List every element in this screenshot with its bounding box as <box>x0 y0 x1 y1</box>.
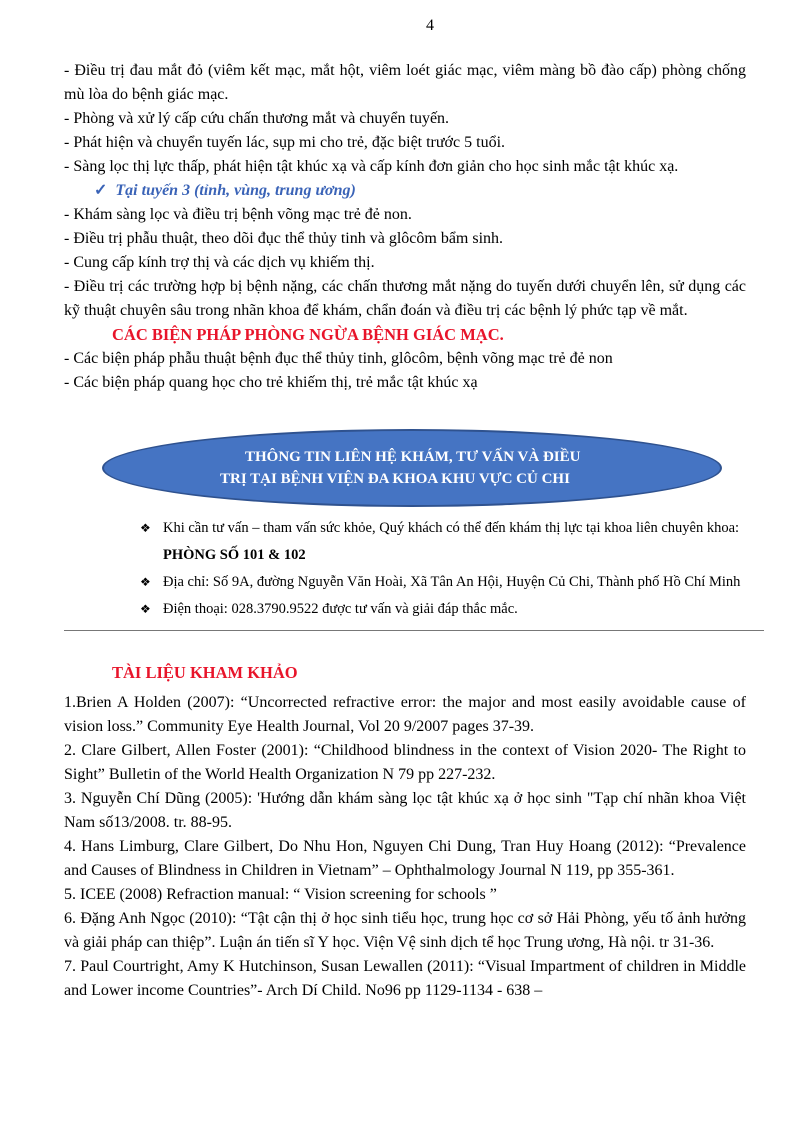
reference-item: 5. ICEE (2008) Refraction manual: “ Vision screening for schools ” <box>64 886 497 903</box>
contact-phone <box>140 596 746 623</box>
tier3-heading <box>94 179 746 203</box>
references-heading: TÀI LIỆU KHAM KHẢO <box>112 663 298 682</box>
tier3-item: - Điều trị phẫu thuật, theo dõi đục thể thủy tinh và glôcôm bẩm sinh. <box>64 230 504 247</box>
treatment-item: - Điều trị đau mắt đỏ (viêm kết mạc, mắt hột, viêm loét giác mạc, viêm màng bồ đào cấp) phòng chống mù lòa do bệnh giác mạc. <box>64 62 746 103</box>
diamond-bullet-icon: ❖ <box>140 602 151 616</box>
tier3-item: - Điều trị các trường hợp bị bệnh nặng, các chấn thương mắt nặng do tuyến dưới chuyển lên, sử dụng các kỹ thuật chuyên sâu trong nhãn khoa để khám, chẩn đoán và điều trị các bệnh lý phức tạp về mắt. <box>64 278 746 319</box>
checkmark-icon: ✓ <box>94 182 108 199</box>
tier3-list <box>64 203 746 323</box>
references-list <box>64 691 746 1003</box>
reference-item: 2. Clare Gilbert, Allen Foster (2001): “Childhood blindness in the context of Vision 2020- The Right to Sight” Bulletin of the World Health Organization N 79 pp 227-232. <box>64 742 746 783</box>
document-body <box>64 59 746 1003</box>
prevention-item: - Các biện pháp quang học cho trẻ khiếm thị, trẻ mắc tật khúc xạ <box>64 374 478 391</box>
banner-text <box>102 446 722 490</box>
room-number: PHÒNG SỐ 101 & 102 <box>163 547 306 563</box>
treatment-list <box>64 59 746 179</box>
address-text: Địa chỉ: Số 9A, đường Nguyễn Văn Hoài, Xã Tân An Hội, Huyện Củ Chi, Thành phố Hồ Chí Minh <box>163 574 741 590</box>
tier3-item: - Cung cấp kính trợ thị và các dịch vụ khiếm thị. <box>64 254 375 271</box>
diamond-bullet-icon: ❖ <box>140 521 151 535</box>
contact-consult <box>140 515 746 569</box>
reference-item: 1.Brien A Holden (2007): “Uncorrected refractive error: the major and most easily avoidable cause of vision loss.” Community Eye Health Journal, Vol 20 9/2007 pages 37-39. <box>64 694 746 735</box>
diamond-bullet-icon: ❖ <box>140 575 151 589</box>
banner-line-1: THÔNG TIN LIÊN HỆ KHÁM, TƯ VẤN VÀ ĐIỀU <box>245 449 581 465</box>
treatment-item: - Sàng lọc thị lực thấp, phát hiện tật khúc xạ và cấp kính đơn giản cho học sinh mắc tật khúc xạ. <box>64 158 679 175</box>
divider <box>64 630 764 631</box>
reference-item: 7. Paul Courtright, Amy K Hutchinson, Susan Lewallen (2011): “Visual Impartment of children in Middle and Lower income Countries”- Arch Dí Child. No96 pp 1129-1134 - 638 – <box>64 958 746 999</box>
prevention-heading: CÁC BIỆN PHÁP PHÒNG NGỪA BỆNH GIÁC MẠC. <box>112 325 504 344</box>
contact-address <box>140 569 746 596</box>
tier3-item: - Khám sàng lọc và điều trị bệnh võng mạc trẻ đẻ non. <box>64 206 412 223</box>
prevention-item: - Các biện pháp phẫu thuật bệnh đục thể thủy tinh, glôcôm, bệnh võng mạc trẻ đẻ non <box>64 350 613 367</box>
phone-text: Điện thoại: 028.3790.9522 được tư vấn và giải đáp thắc mắc. <box>163 601 518 617</box>
reference-item: 6. Đặng Anh Ngọc (2010): “Tật cận thị ở học sinh tiểu học, trung học cơ sở Hải Phòng, yếu tố ảnh hưởng và giải pháp can thiệp”. Luận án tiến sĩ Y học. Viện Vệ sinh dịch tể học Trung ương, Hà nội. tr 31-36. <box>64 910 746 951</box>
reference-item: 3. Nguyễn Chí Dũng (2005): 'Hướng dẫn khám sàng lọc tật khúc xạ ở học sinh "Tạp chí nhãn khoa Việt Nam số13/2008. tr. 88-95. <box>64 790 746 831</box>
treatment-item: - Phát hiện và chuyển tuyến lác, sụp mi cho trẻ, đặc biệt trước 5 tuổi. <box>64 134 506 151</box>
contact-banner <box>102 429 722 507</box>
tier3-heading-text: Tại tuyến 3 (tỉnh, vùng, trung ương) <box>115 182 356 199</box>
banner-line-2: TRỊ TẠI BỆNH VIỆN ĐA KHOA KHU VỰC CỦ CHI <box>220 471 570 487</box>
treatment-item: - Phòng và xử lý cấp cứu chấn thương mắt và chuyển tuyến. <box>64 110 450 127</box>
page-number: 4 <box>426 17 434 34</box>
contact-list <box>140 515 746 623</box>
consult-text: Khi cần tư vấn – tham vấn sức khỏe, Quý khách có thể đến khám thị lực tại khoa liên chuyên khoa: <box>163 520 740 536</box>
reference-item: 4. Hans Limburg, Clare Gilbert, Do Nhu Hon, Nguyen Chi Dung, Tran Huy Hoang (2012): “Prevalence and Causes of Blindness in Children in Vietnam” – Ophthalmology Journal N 119, pp 355-361. <box>64 838 746 879</box>
